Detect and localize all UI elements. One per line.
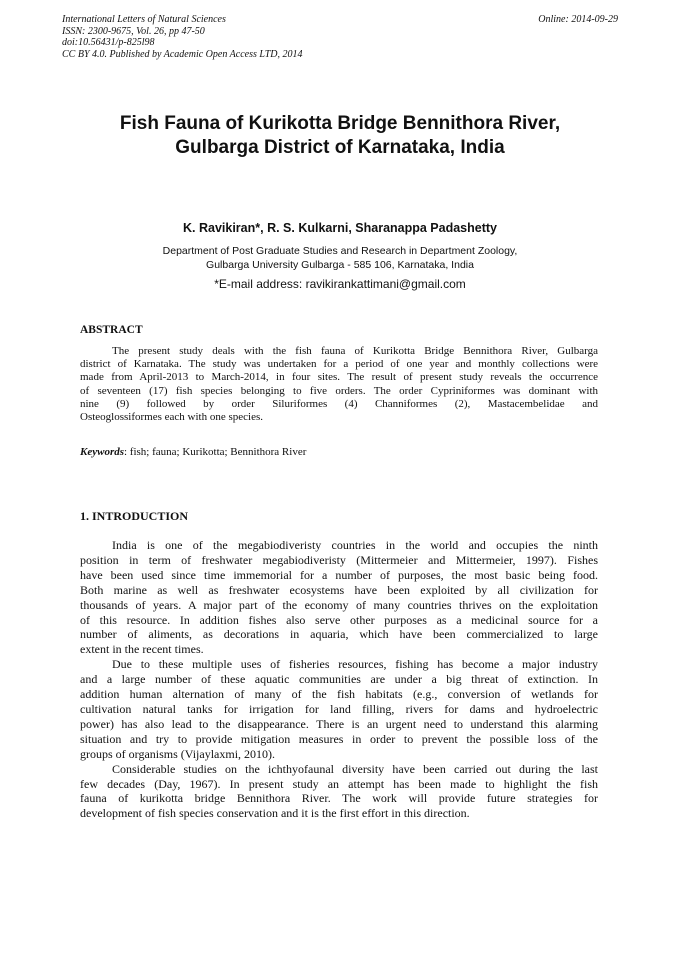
intro-line: have been used since time immemorial for a number of purposes, the most basic being food. [80, 567, 598, 582]
intro-line: situation and try to provide mitigation measures in order to prevent the possible loss of the [80, 731, 598, 746]
journal-name: International Letters of Natural Sciences [62, 14, 226, 25]
abstract-line: made from April-2013 to March-2014, in four sites. The result of present study reveals the occurrence [80, 371, 598, 384]
intro-line: Considerable studies on the ichthyofaunal diversity have been carried out during the last [112, 761, 598, 776]
abstract-line: The present study deals with the fish fauna of Kurikotta Bridge Bennithora River, Gulbarga [112, 345, 598, 357]
introduction-body [80, 538, 598, 821]
intro-line: addition human alternation of many of the fish habitats (e.g., conversion of wetlands for [80, 687, 598, 702]
abstract-heading: ABSTRACT [80, 324, 143, 336]
intro-line: few decades (Day, 1967). In present study an attempt has been made to highlight the fish [80, 776, 598, 791]
doi-line: doi:10.56431/p-825l98 [62, 37, 155, 48]
issn-line: ISSN: 2300-9675, Vol. 26, pp 47-50 [62, 25, 205, 37]
abstract-line: district of Karnataka. The study was undertaken for a period of one year and monthly collections were [80, 358, 598, 371]
abstract-line: of seventeen (17) fish species belonging to five orders. The order Cypriniformes was dominant with [80, 384, 598, 397]
abstract-line: Osteoglossiformes each with one species. [80, 411, 263, 424]
intro-line: groups of organisms (Vijaylaxmi, 2010). [80, 746, 276, 761]
abstract-line: nine (9) followed by order Siluriformes (4) Channiformes (2), Mastacembelidae and [80, 397, 598, 410]
intro-line: of this resource. In addition fishes also serve other purposes as a medicinal source for a [80, 612, 598, 627]
keywords [80, 446, 306, 458]
intro-line: development of fish species conservation and it is the first effort in this direction. [80, 806, 470, 821]
abstract-text [80, 345, 598, 424]
keywords-label: Keywords [80, 446, 124, 458]
intro-line: and a large number of these aquatic communities are under a big threat of extinction. In [80, 672, 598, 687]
journal-header [62, 14, 618, 60]
intro-line: power) has also lead to the disappearance. There is an urgent need to understand this alarming [80, 716, 598, 731]
online-date: Online: 2014-09-29 [538, 14, 618, 25]
title-line-2: Gulbarga District of Karnataka, India [175, 137, 505, 158]
intro-line: Both marine as well as freshwater ecosystems have been exploited by all civilization for [80, 582, 598, 597]
license-line: CC BY 4.0. Published by Academic Open Access LTD, 2014 [62, 48, 303, 60]
author-list: K. Ravikiran*, R. S. Kulkarni, Sharanappa Padashetty [183, 221, 497, 235]
corresponding-email: *E-mail address: ravikirankattimani@gmail.com [214, 277, 466, 291]
intro-line: fauna of kurikotta bridge Bennithora River. The work will provide future strategies for [80, 791, 598, 806]
affiliation-line-2: Gulbarga University Gulbarga - 585 106, Karnataka, India [206, 258, 474, 271]
title-line-1: Fish Fauna of Kurikotta Bridge Bennithora River, [119, 113, 561, 134]
intro-line: thousands of years. A major part of the economy of many countries thrives on the exploitation [80, 597, 598, 612]
section-heading-introduction: 1. INTRODUCTION [80, 509, 189, 523]
intro-line: cultivation natural tanks for irrigation for land filling, rivers for dams and hydroelectric [80, 701, 598, 716]
intro-line: India is one of the megabiodiveristy countries in the world and occupies the ninth [112, 538, 598, 552]
intro-line: Due to these multiple uses of fisheries resources, fishing has become a major industry [112, 657, 598, 672]
affiliation [62, 245, 618, 272]
keywords-text: : fish; fauna; Kurikotta; Bennithora River [124, 446, 307, 458]
paper-title [62, 112, 618, 160]
affiliation-line-1: Department of Post Graduate Studies and Research in Department Zoology, [162, 245, 518, 257]
intro-line: position in term of freshwater megabiodiveristy (Mittermeier and Mittermeier, 1997). Fishes [80, 552, 598, 567]
intro-line: extent in the recent times. [80, 642, 204, 657]
intro-line: number of aliments, as decorations in aquaria, which have been commercialized to large [80, 627, 598, 642]
